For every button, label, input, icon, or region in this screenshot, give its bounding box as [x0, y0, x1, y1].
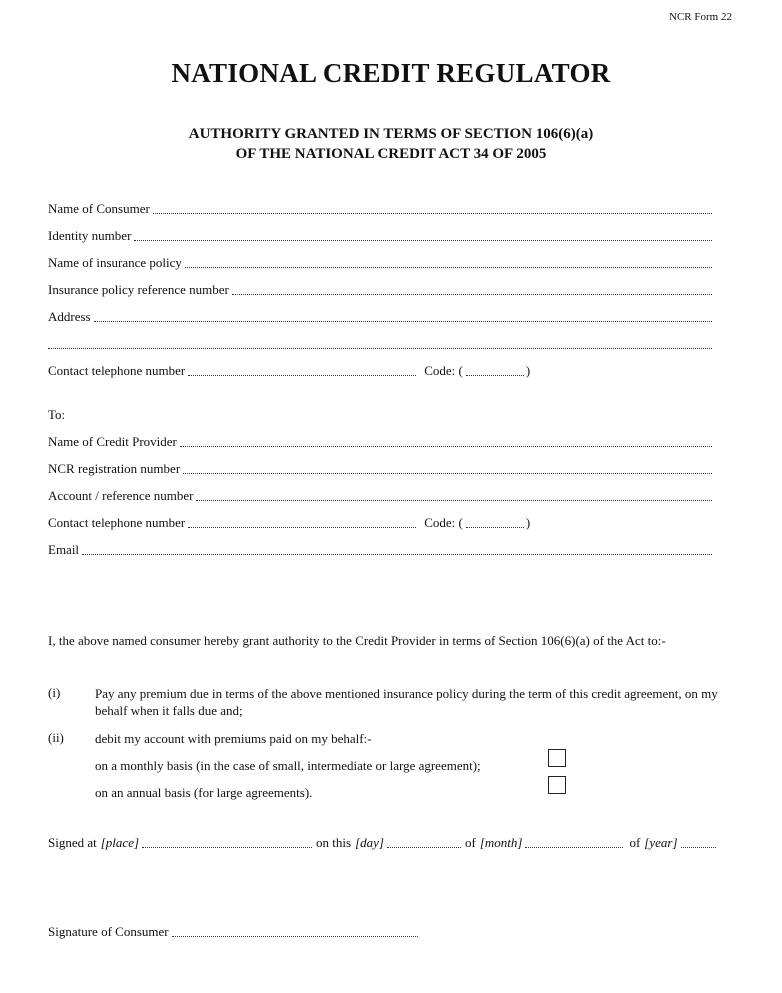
identity-number-field[interactable] — [134, 240, 712, 241]
account-number-row — [48, 488, 714, 504]
ncr-number-field[interactable] — [183, 473, 712, 474]
signed-at-label: Signed at — [48, 835, 97, 850]
day-field[interactable] — [387, 847, 461, 848]
item-1-number: (i) — [48, 685, 61, 700]
consumer-phone-row — [48, 363, 538, 379]
signature-row — [48, 924, 420, 940]
identity-number-row — [48, 228, 714, 244]
policy-ref-row — [48, 282, 714, 298]
address-row-2 — [48, 336, 714, 352]
to-label: To: — [48, 407, 66, 422]
consumer-code-label: Code: ( — [424, 363, 463, 378]
page-title: NATIONAL CREDIT REGULATOR — [171, 58, 611, 88]
subtitle-line-1: AUTHORITY GRANTED IN TERMS OF SECTION 106(6)(a) — [188, 126, 594, 142]
of-label-2: of — [629, 835, 641, 850]
year-label: [year] — [644, 835, 678, 850]
signature-field[interactable] — [172, 936, 418, 937]
consumer-code-field[interactable] — [466, 375, 524, 376]
place-label: [place] — [100, 835, 140, 850]
option-annual-label: on an annual basis (for large agreements). — [95, 785, 313, 800]
consumer-phone-label: Contact telephone number — [48, 363, 186, 378]
policy-name-row — [48, 255, 714, 271]
policy-ref-field[interactable] — [232, 294, 712, 295]
provider-phone-label: Contact telephone number — [48, 515, 186, 530]
item-2-text: debit my account with premiums paid on my behalf:- — [95, 731, 372, 746]
address-field-1[interactable] — [94, 321, 712, 322]
email-row — [48, 542, 714, 558]
consumer-name-row — [48, 201, 714, 217]
address-row — [48, 309, 714, 325]
consumer-code-close: ) — [525, 363, 531, 378]
policy-name-label: Name of insurance policy — [48, 255, 182, 270]
policy-name-field[interactable] — [185, 267, 712, 268]
provider-phone-field[interactable] — [188, 527, 416, 528]
provider-code-label: Code: ( — [424, 515, 463, 530]
item-2-number: (ii) — [48, 730, 64, 745]
ncr-number-row — [48, 461, 714, 477]
provider-name-label: Name of Credit Provider — [48, 434, 177, 449]
monthly-checkbox[interactable] — [548, 749, 566, 767]
ncr-number-label: NCR registration number — [48, 461, 181, 476]
policy-ref-label: Insurance policy reference number — [48, 282, 229, 297]
provider-name-field[interactable] — [180, 446, 712, 447]
on-this-label: on this — [316, 835, 352, 850]
account-number-field[interactable] — [196, 500, 712, 501]
item-1-text: Pay any premium due in terms of the above mentioned insurance policy during the term of this credit agreement, on my behalf when it falls due and; — [95, 686, 718, 718]
provider-phone-row — [48, 515, 538, 531]
signature-label: Signature of Consumer — [48, 924, 169, 939]
year-field[interactable] — [681, 847, 717, 848]
email-field[interactable] — [82, 554, 712, 555]
of-label-1: of — [464, 835, 476, 850]
address-label: Address — [48, 309, 91, 324]
annual-checkbox[interactable] — [548, 776, 566, 794]
authority-intro: I, the above named consumer hereby grant authority to the Credit Provider in terms of Section 106(6)(a) of the Act to:- — [48, 633, 666, 648]
month-field[interactable] — [525, 847, 623, 848]
account-number-label: Account / reference number — [48, 488, 194, 503]
provider-code-field[interactable] — [466, 527, 524, 528]
address-field-2[interactable] — [48, 348, 712, 349]
month-label: [month] — [479, 835, 523, 850]
subtitle-line-2: OF THE NATIONAL CREDIT ACT 34 OF 2005 — [235, 146, 547, 162]
email-label: Email — [48, 542, 80, 557]
consumer-name-field[interactable] — [153, 213, 712, 214]
identity-number-label: Identity number — [48, 228, 132, 243]
signed-at-row — [48, 835, 718, 851]
provider-code-close: ) — [525, 515, 531, 530]
day-label: [day] — [355, 835, 384, 850]
provider-name-row — [48, 434, 714, 450]
place-field[interactable] — [142, 847, 312, 848]
option-monthly-label: on a monthly basis (in the case of small, intermediate or large agreement); — [95, 758, 481, 773]
consumer-phone-field[interactable] — [188, 375, 416, 376]
to-row — [48, 407, 248, 423]
consumer-name-label: Name of Consumer — [48, 201, 150, 216]
form-number: NCR Form 22 — [669, 11, 732, 23]
